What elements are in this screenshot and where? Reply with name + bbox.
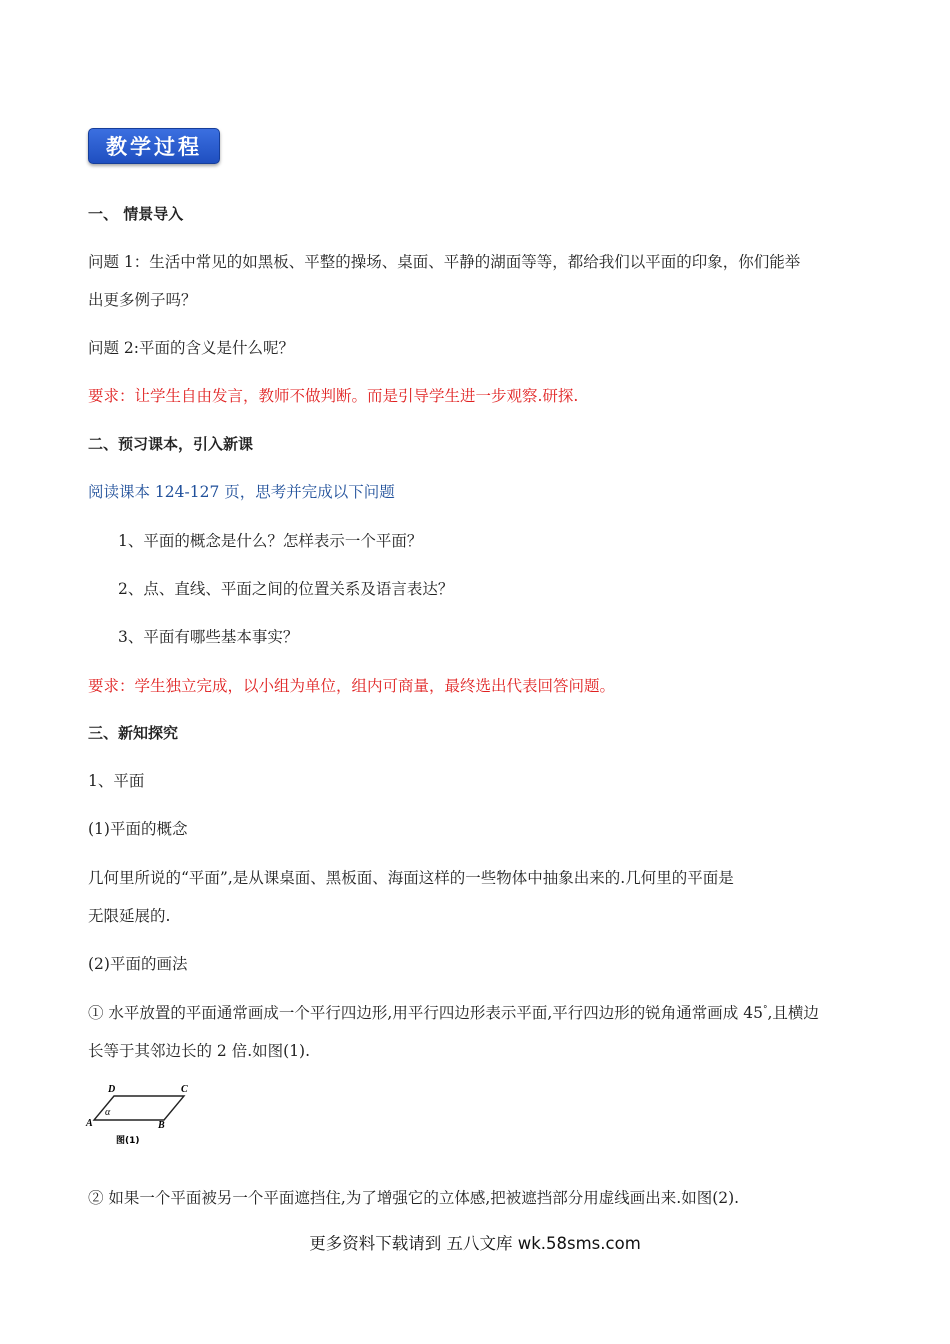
subsection-plane-drawing: (2)平面的画法: [88, 955, 188, 973]
label-c: C: [181, 1084, 188, 1095]
label-b: B: [158, 1120, 165, 1131]
label-d: D: [108, 1084, 116, 1095]
question-1-line-1: 问题 1：生活中常见的如黑板、平整的操场、桌面、平静的湖面等等，都给我们以平面的印象，你们能举: [88, 253, 801, 271]
degree-sign: °: [762, 1004, 768, 1015]
subsection-plane: 1、平面: [88, 772, 145, 790]
question-item-3: 3、平面有哪些基本事实？: [118, 628, 299, 646]
concept-line-2: 无限延展的.: [88, 907, 171, 925]
section-2-title: 二、预习课本，引入新课: [88, 435, 254, 453]
question-1-line-2: 出更多例子吗？: [88, 291, 197, 309]
drawing-rule-1-line-2: 长等于其邻边长的 2 倍.如图(1).: [88, 1042, 311, 1060]
label-alpha: α: [105, 1107, 111, 1118]
subsection-plane-concept: (1)平面的概念: [88, 820, 188, 838]
figure-caption: 图(1): [116, 1136, 140, 1146]
drawing-rule-1-text-b: ,且横边: [767, 1004, 819, 1022]
label-a: A: [86, 1118, 93, 1129]
concept-line-1: 几何里所说的“平面”,是从课桌面、黑板面、海面这样的一些物体中抽象出来的.几何里的平面是: [88, 869, 734, 887]
requirement-2: 要求：学生独立完成，以小组为单位，组内可商量，最终选出代表回答问题。: [88, 677, 616, 695]
section-1-title: 一、 情景导入: [88, 205, 184, 223]
teaching-process-badge: [88, 128, 220, 164]
section-3-title: 三、新知探究: [88, 724, 179, 742]
requirement-1: 要求：让学生自由发言，教师不做判断。而是引导学生进一步观察.研探.: [88, 387, 579, 405]
footer-download-link[interactable]: 更多资料下载请到 五八文库 wk.58sms.com: [309, 1234, 641, 1253]
parallelogram-figure-1: [84, 1080, 199, 1148]
drawing-rule-1-line-1: [88, 1001, 819, 1023]
drawing-rule-2: ② 如果一个平面被另一个平面遮挡住,为了增强它的立体感,把被遮挡部分用虚线画出来.如图(2).: [88, 1189, 740, 1207]
question-item-2: 2、点、直线、平面之间的位置关系及语言表达？: [118, 580, 454, 598]
question-item-1: 1、平面的概念是什么？怎样表示一个平面？: [118, 532, 423, 550]
drawing-rule-1-text-a: ① 水平放置的平面通常画成一个平行四边形,用平行四边形表示平面,平行四边形的锐角通常画成 45: [88, 1004, 763, 1022]
question-2: 问题 2:平面的含义是什么呢？: [88, 339, 295, 357]
reading-assignment: 阅读课本 124-127 页，思考并完成以下问题: [88, 483, 395, 501]
badge-label: 教学过程: [106, 135, 202, 159]
